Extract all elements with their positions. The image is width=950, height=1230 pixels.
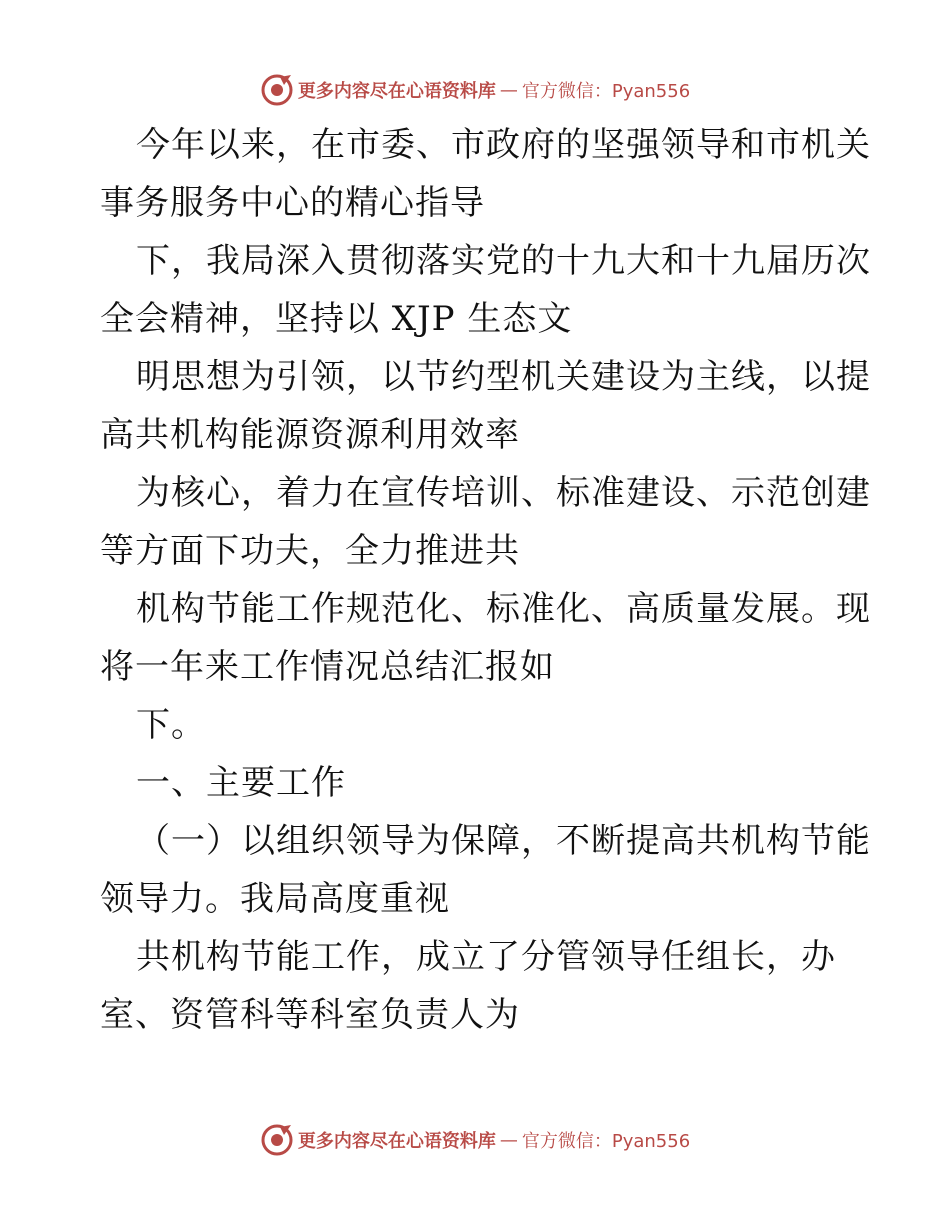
footer-banner	[0, 1120, 950, 1160]
body-line: 下，我局深入贯彻落实党的十九大和十九届历次	[136, 241, 871, 281]
banner-dash: —	[499, 79, 518, 101]
banner-wechat: 官方微信：Pyan556	[521, 1131, 691, 1152]
body-line: 高共机构能源资源利用效率	[100, 415, 520, 455]
body-line: 等方面下功夫，全力推进共	[100, 531, 520, 571]
body-line: 为核心，着力在宣传培训、标准建设、示范创建	[136, 473, 871, 513]
body-line: 全会精神，坚持以 XJP 生态文	[100, 299, 573, 339]
subsection-heading: （一）以组织领导为保障，不断提高共机构节能	[136, 821, 871, 861]
banner-title: 更多内容尽在心语资料库	[297, 1131, 496, 1152]
logo-icon	[260, 1123, 294, 1157]
banner-wechat: 官方微信：Pyan556	[521, 81, 691, 102]
body-line: 今年以来，在市委、市政府的坚强领导和市机关	[136, 125, 871, 165]
logo-icon	[260, 73, 294, 107]
section-heading: 一、主要工作	[136, 763, 346, 803]
body-line: 机构节能工作规范化、标准化、高质量发展。现	[136, 589, 871, 629]
banner-title: 更多内容尽在心语资料库	[297, 81, 496, 102]
body-line: 共机构节能工作，成立了分管领导任组长，办	[136, 937, 836, 977]
body-line: 领导力。我局高度重视	[100, 879, 450, 919]
document-body	[100, 116, 871, 1044]
header-banner	[0, 70, 950, 110]
body-line: 明思想为引领，以节约型机关建设为主线，以提	[136, 357, 871, 397]
body-line: 将一年来工作情况总结汇报如	[100, 647, 555, 687]
body-line: 事务服务中心的精心指导	[100, 183, 485, 223]
body-line: 下。	[136, 705, 206, 745]
banner-dash: —	[499, 1129, 518, 1151]
body-line: 室、资管科等科室负责人为	[100, 995, 520, 1035]
